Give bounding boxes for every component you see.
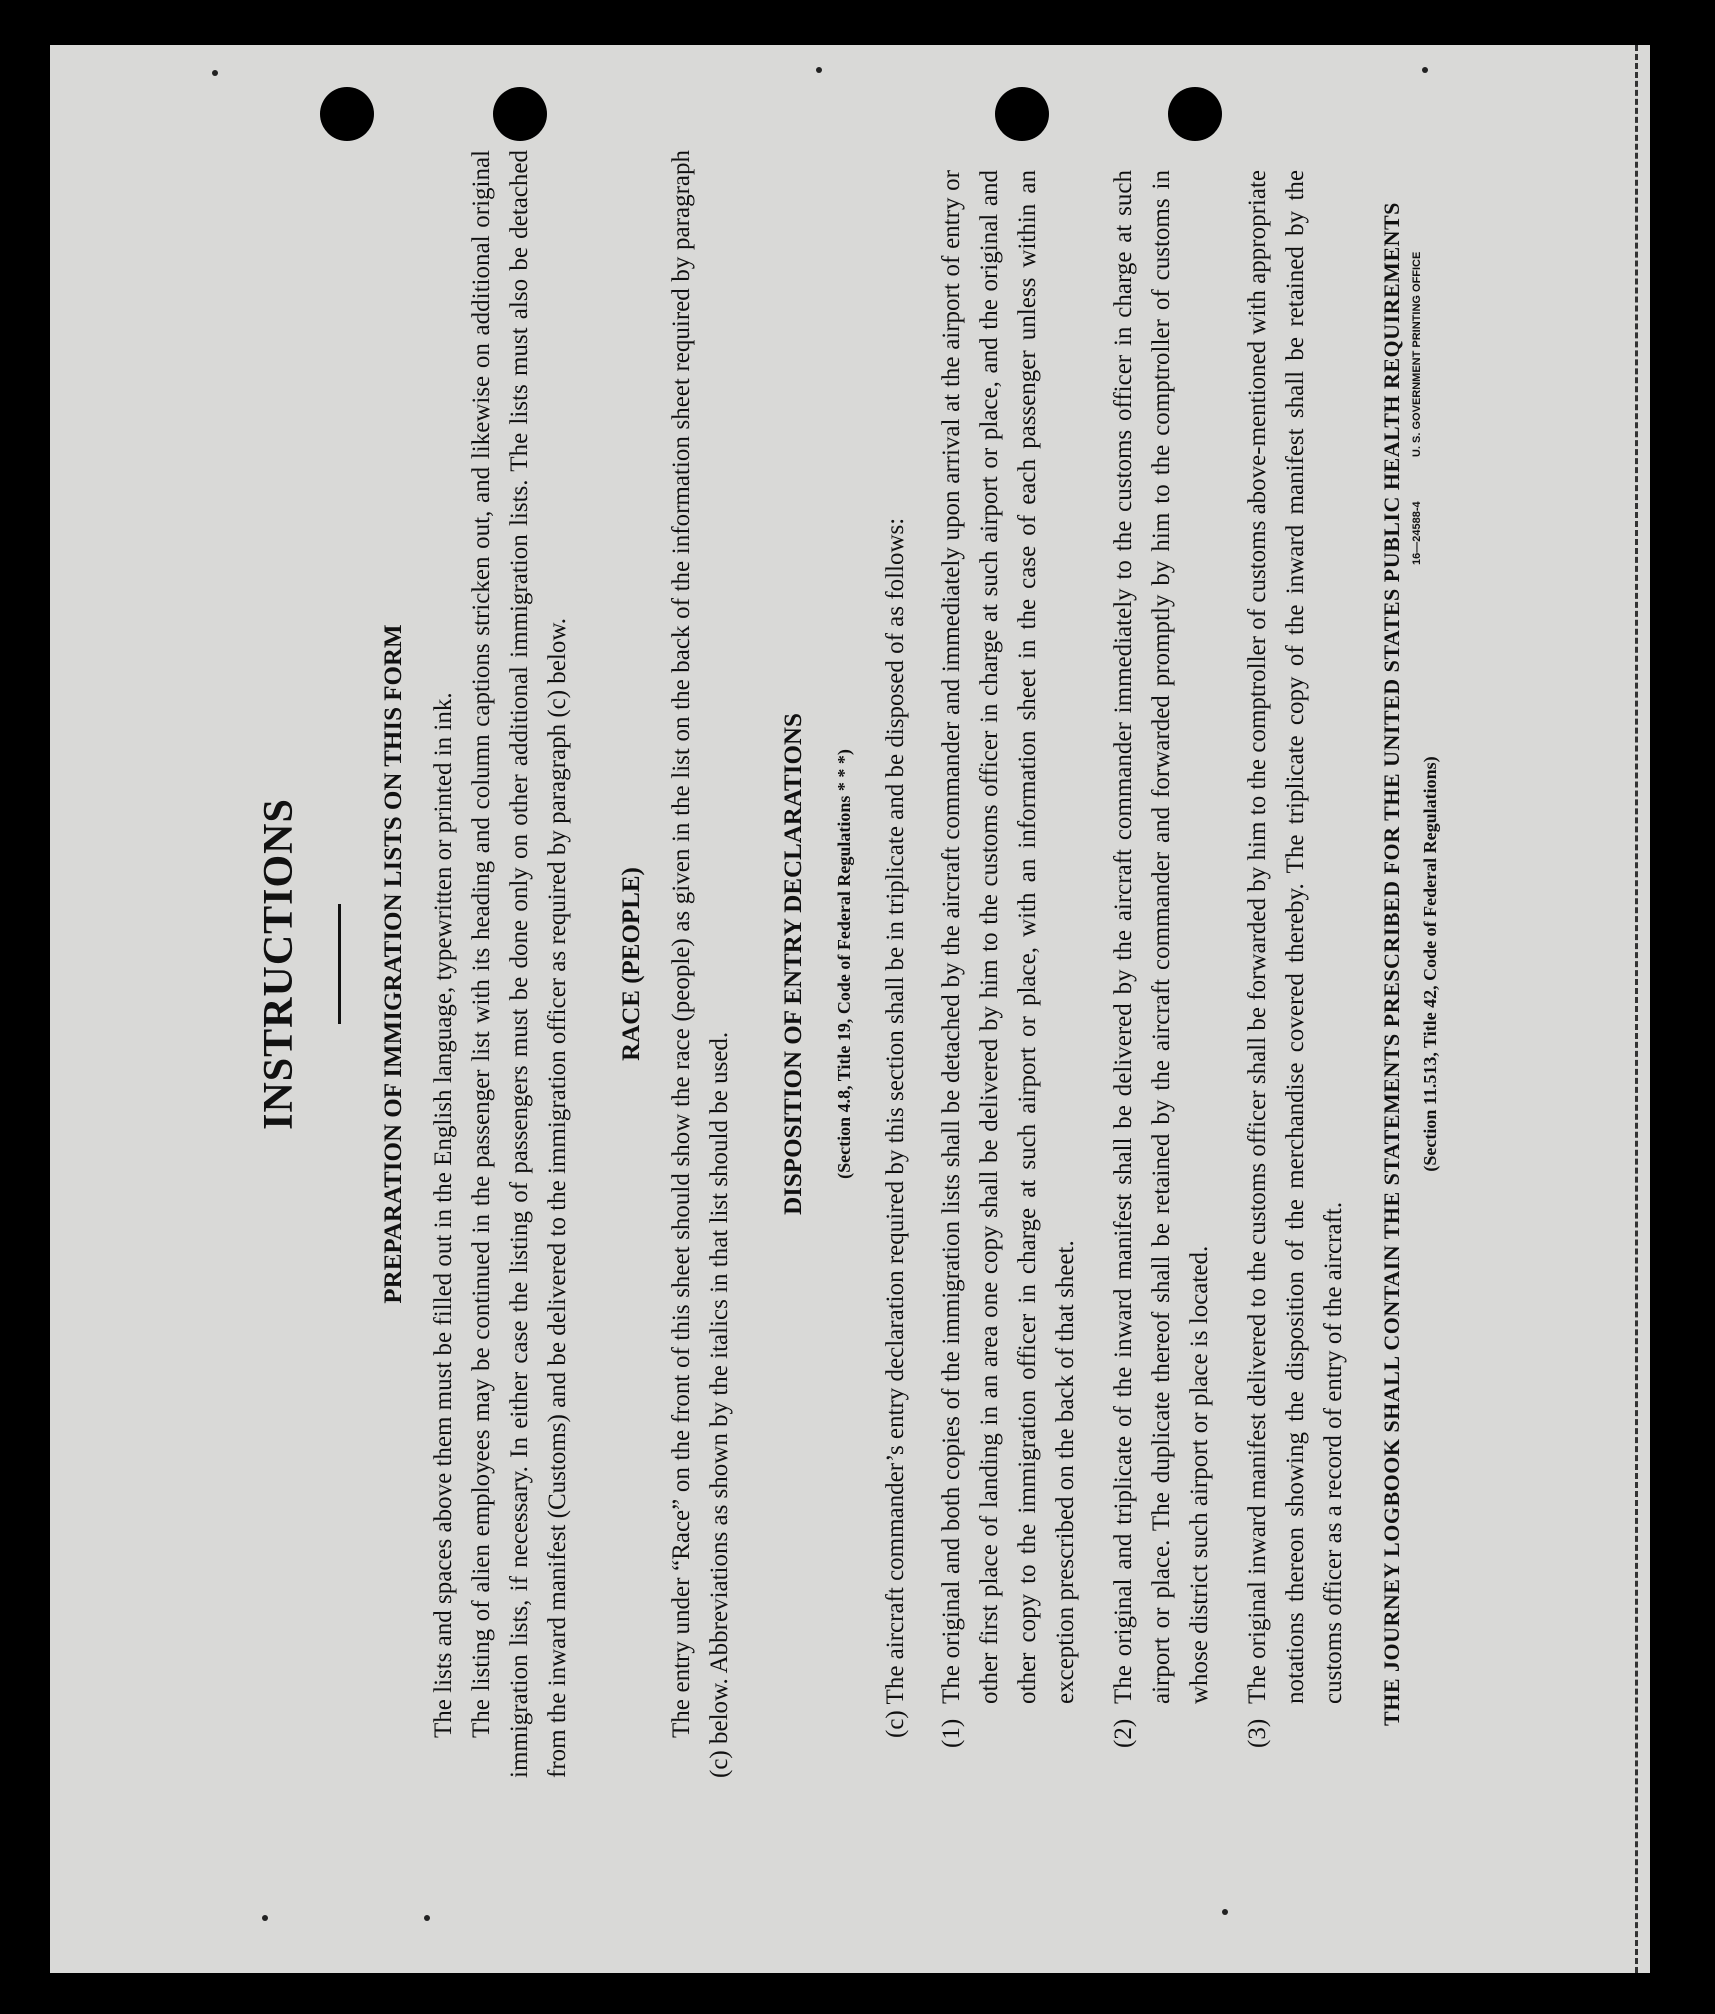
item-number: (1)	[938, 1718, 965, 1748]
logbook-citation: (Section 11.513, Title 42, Code of Federal Regulations)	[1420, 756, 1440, 1172]
race-heading: RACE (PEOPLE)	[618, 867, 645, 1061]
disposition-intro: (c) The aircraft commander’s entry declaration required by this section shall be in triplicate and be disposed of as follows:	[882, 517, 909, 1738]
disposition-heading: DISPOSITION OF ENTRY DECLARATIONS	[780, 713, 807, 1215]
title-rule	[338, 904, 341, 1024]
prep-paragraph-1: The lists and spaces above them must be filled out in the English language, typewritten or printed in ink.	[430, 692, 457, 1738]
punch-hole-1	[320, 87, 374, 141]
form-number: 16—24588-4	[1411, 501, 1423, 565]
printer-imprint: U. S. GOVERNMENT PRINTING OFFICE	[1411, 251, 1423, 457]
item-number: (2)	[1110, 1718, 1137, 1748]
speck	[1222, 1909, 1228, 1915]
prep-heading: PREPARATION OF IMMIGRATION LISTS ON THIS FORM	[380, 624, 407, 1304]
item-text: The original and both copies of the immigration lists shall be detached by the aircraft commander and immediately upon arrival at the airport of entry or other first place of landing in an area one copy shall be delivered by him to the customs officer in charge at such airport or place, and the original and other copy to the immigration officer in charge at such airport or place, with an information sheet in the case of each passenger unless within an exception prescribed on the back of that sheet.	[938, 170, 1079, 1704]
list-item	[933, 150, 1085, 1748]
speck	[262, 1915, 268, 1921]
logbook-heading: THE JOURNEY LOGBOOK SHALL CONTAIN THE STATEMENTS PRESCRIBED FOR THE UNITED STATES PUBLIC HEALTH REQUIREMENTS	[1379, 202, 1404, 1726]
item-text: The original inward manifest delivered to the customs officer shall be forwarded by him to the comptroller of customs above-mentioned with appropriate notations thereon showing the disposition of the merchandise covered thereby. The triplicate copy of the inward manifest shall be retained by the customs officer as a record of entry of the aircraft.	[1244, 170, 1347, 1704]
disposition-citation: (Section 4.8, Title 19, Code of Federal Regulations * * *)	[834, 749, 854, 1179]
prep-paragraph-2: The listing of alien employees may be continued in the passenger list with its heading and column captions stricken out, and likewise on additional original immigration lists, if necessary. In either case the listing of passengers must be done only on other additional immigration lists. The lists must also be detached from the inward manifest (Customs) and be delivered to the immigration officer as required by paragraph (c) below.	[468, 150, 571, 1778]
list-item	[1105, 150, 1219, 1748]
punch-hole-3	[995, 87, 1049, 141]
page-title: INSTRUCTIONS	[256, 798, 302, 1130]
list-item	[1239, 150, 1353, 1748]
speck	[424, 1915, 430, 1921]
item-number: (3)	[1244, 1718, 1271, 1748]
race-paragraph: The entry under “Race” on the front of this sheet should show the race (people) as given in the list on the back of the information sheet required by paragraph (c) below. Abbreviations as shown by the italics in that list should be used.	[668, 150, 733, 1778]
item-text: The original and triplicate of the inward manifest shall be delivered by the aircraft commander immediately to the customs officer in charge at such airport or place. The duplicate thereof shall be retained by the aircraft commander and forwarded promptly by him to the comptroller of customs in whose district such airport or place is located.	[1110, 170, 1213, 1704]
punch-hole-2	[493, 87, 547, 141]
speck	[816, 67, 822, 73]
speck	[1422, 67, 1428, 73]
punch-hole-4	[1168, 87, 1222, 141]
instructions-text	[254, 150, 1654, 1778]
speck	[212, 70, 218, 76]
